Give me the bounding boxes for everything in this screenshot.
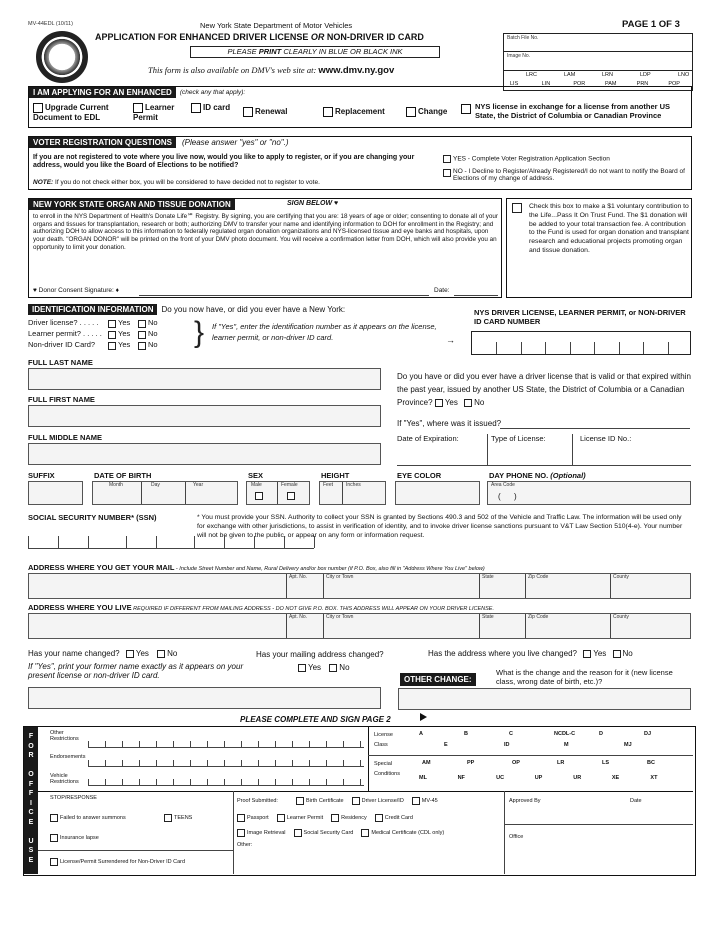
print-instruction-b: PRINT: [258, 47, 282, 56]
office-code: LRC: [526, 72, 538, 78]
dob-label: DATE OF BIRTH: [94, 471, 152, 480]
license-class-code: B: [464, 731, 468, 737]
stop-response-label: STOP/RESPONSE: [50, 795, 97, 801]
female-label: Female: [281, 482, 298, 488]
other-change-input[interactable]: [398, 688, 691, 710]
proof-option-label: Birth Certificate: [306, 797, 344, 804]
suffix-label: SUFFIX: [28, 471, 55, 480]
other-state-no-checkbox[interactable]: [464, 399, 472, 407]
live-label: ADDRESS WHERE YOU LIVE: [28, 603, 132, 612]
office-side-letter: U: [28, 837, 34, 845]
option-change[interactable]: [406, 107, 447, 117]
learner-no-label: No: [148, 329, 158, 339]
office-stamp-box: [503, 33, 693, 91]
mail-city-label: City or Town: [326, 574, 354, 580]
special-conditions-row1: [422, 760, 692, 769]
area-code-label: Area Code: [491, 482, 515, 488]
id-item-nondriver: [28, 340, 198, 351]
office-side-letter: F: [28, 780, 34, 788]
divider: [368, 727, 369, 791]
proof-option[interactable]: [294, 829, 354, 837]
office-code: PAM: [605, 81, 617, 87]
other-restrictions-label: Other Restrictions: [50, 730, 79, 743]
office-side-letter: I: [30, 799, 32, 807]
special-condition-code: AM: [422, 760, 431, 766]
eye-color-label: EYE COLOR: [397, 471, 442, 480]
proof-option[interactable]: [296, 797, 344, 805]
height-label: HEIGHT: [321, 471, 350, 480]
area-code-parens: ( ): [498, 492, 517, 501]
day-phone-input[interactable]: [487, 481, 691, 505]
organ-title: NEW YORK STATE ORGAN AND TISSUE DONATION: [29, 199, 235, 210]
proof-option[interactable]: [375, 814, 413, 822]
female-checkbox[interactable]: [287, 492, 295, 500]
endorsements-label: Endorsements: [50, 754, 86, 760]
agency-name: New York State Department of Motor Vehicles: [200, 21, 353, 30]
print-instruction: [190, 46, 440, 58]
height-input[interactable]: [319, 481, 386, 505]
nondriver-yes-checkbox[interactable]: [108, 342, 116, 350]
website-line: [148, 66, 394, 77]
first-name-input[interactable]: [28, 405, 381, 427]
divider: [504, 824, 693, 825]
nys-number-label: NYS DRIVER LICENSE, LEARNER PERMIT, or NON-DRIVER ID CARD NUMBER: [474, 308, 686, 326]
proof-option[interactable]: [331, 814, 367, 822]
live-changed-no-checkbox[interactable]: [613, 650, 621, 658]
option-learner[interactable]: [133, 103, 185, 122]
former-name-input[interactable]: [28, 687, 381, 709]
mail-state-label: State: [482, 574, 494, 580]
proof-option-label: Residency: [341, 814, 367, 821]
inches-label: Inches: [346, 482, 361, 488]
title-part-a: APPLICATION FOR ENHANCED DRIVER LICENSE: [95, 32, 311, 42]
license-class-code: ID: [504, 742, 510, 748]
option-renewal-label: Renewal: [255, 107, 288, 117]
live-changed-yes-checkbox[interactable]: [583, 650, 591, 658]
special-conditions-row2: [419, 775, 689, 784]
other-state-no-label: No: [474, 398, 485, 408]
voter-section: [28, 136, 692, 190]
organ-section: [28, 198, 502, 298]
id-item-learner: [28, 329, 198, 340]
mailing-changed-text: Has your mailing address changed?: [256, 650, 384, 659]
mailing-changed-question: [256, 649, 426, 675]
proof-option-label: Passport: [247, 814, 269, 821]
office-label: Office: [509, 834, 524, 840]
proof-option-label: Credit Card: [384, 814, 413, 821]
office-code: LAM: [564, 72, 576, 78]
proof-option[interactable]: [412, 797, 438, 805]
special-condition-code: XT: [650, 775, 658, 781]
proof-option[interactable]: [277, 814, 323, 822]
office-code: LNO: [678, 72, 690, 78]
office-side-letter: E: [28, 818, 34, 826]
print-instruction-a: PLEASE: [227, 47, 259, 56]
special-condition-code: UC: [496, 775, 505, 781]
name-changed-yes-checkbox[interactable]: [126, 650, 134, 658]
where-issued-line[interactable]: [500, 428, 690, 429]
driver-yes-label: Yes: [118, 318, 131, 328]
office-code: LIN: [541, 81, 551, 87]
divider: [572, 434, 573, 465]
voter-note: [33, 179, 453, 186]
other-change-question: What is the change and the reason for it (new license class, wrong date of birth, etc.)?: [496, 668, 673, 686]
live-changed-question: [428, 649, 633, 658]
live-state-label: State: [482, 614, 494, 620]
license-class-row2: [444, 742, 684, 751]
voter-yes-label: YES - Complete Voter Registration Application Section: [453, 155, 610, 163]
male-label: Male: [251, 482, 262, 488]
live-header: [28, 604, 494, 613]
proof-option-label: MV-45: [421, 797, 438, 804]
voter-yes-option[interactable]: [443, 155, 691, 163]
office-side-letter: R: [28, 752, 34, 759]
voter-note-text: If you do not check either box, you will be considered to have decided not to register to vote.: [53, 179, 320, 186]
nondriver-yes-label: Yes: [118, 340, 131, 350]
continue-instruction: PLEASE COMPLETE AND SIGN PAGE 2: [240, 715, 391, 724]
image-no-label: Image No.: [507, 53, 531, 59]
special-condition-code: NF: [457, 775, 465, 781]
id-item-nondriver-label: Non-driver ID Card?: [28, 340, 96, 350]
option-id-card[interactable]: [191, 103, 237, 113]
special-condition-code: XE: [611, 775, 620, 781]
live-changed-no-label: No: [622, 649, 633, 658]
license-class-code: D: [599, 731, 603, 737]
office-code: POP: [668, 81, 680, 87]
where-issued-label: If "Yes", where was it issued?: [397, 419, 502, 428]
proof-option[interactable]: [237, 814, 269, 822]
name-changed-no-label: No: [167, 649, 178, 658]
voter-no-option[interactable]: [443, 168, 691, 183]
dob-day-label: Day: [151, 482, 160, 488]
eye-color-input[interactable]: [395, 481, 480, 505]
id-item-driver-label: Driver license? . . . . .: [28, 318, 99, 328]
mail-address-input[interactable]: [28, 573, 691, 599]
website-text: This form is also available on DMV's web site at:: [148, 65, 319, 75]
proof-option[interactable]: [237, 829, 286, 837]
license-class-code: A: [419, 731, 423, 737]
special-condition-code: OP: [512, 760, 520, 766]
license-class-row1: [419, 731, 689, 740]
organ-sign-below: SIGN BELOW ♥: [287, 200, 339, 207]
id-item-learner-label: Learner permit? . . . . .: [28, 329, 102, 339]
fund-checkbox[interactable]: [512, 203, 522, 213]
fund-section: [506, 198, 692, 298]
mailing-changed-no-label: No: [339, 662, 350, 672]
insurance-lapse-label: Insurance lapse: [60, 834, 99, 841]
surrendered-option[interactable]: [50, 858, 185, 866]
office-code: LRN: [602, 72, 614, 78]
failed-summons-option[interactable]: [50, 814, 126, 822]
driver-no-label: No: [148, 318, 158, 328]
office-side-letter: E: [28, 856, 34, 864]
dob-year-label: Year: [193, 482, 204, 488]
mail-label: ADDRESS WHERE YOU GET YOUR MAIL: [28, 563, 175, 572]
learner-yes-checkbox[interactable]: [108, 331, 116, 339]
day-phone-optional: (Optional): [548, 471, 586, 480]
code-row-top: [504, 72, 694, 81]
license-class-code: DJ: [644, 731, 652, 737]
proof-other-label: Other:: [237, 842, 253, 848]
option-upgrade[interactable]: [33, 103, 128, 122]
nondriver-no-label: No: [148, 340, 158, 350]
arrow-right-icon: [420, 713, 427, 721]
office-side-letter: C: [28, 809, 34, 816]
other-state-text: Do you have or did you ever have a driver license that is valid or that expired within the past year, issued by another US State, the District of Columbia or a Canadian Province?: [397, 372, 691, 408]
proof-option-label: Medical Certificate (CDL only): [371, 829, 445, 836]
live-city-label: City or Town: [326, 614, 354, 620]
divider: [487, 434, 488, 465]
option-learner-label: Learner Permit: [133, 103, 175, 122]
live-zip-label: Zip Code: [528, 614, 549, 620]
expiration-label: Date of Expiration:: [397, 434, 459, 443]
name-changed-no-checkbox[interactable]: [157, 650, 165, 658]
ssn-notice: * You must provide your SSN. Authority to collect your SSN is granted by Sections 490.3 and 502 of the Vehicle and Traffic Law. The information will be used only for exchange with other jurisdictions, to assist in verification of identity, and to invoke driver license sanctions pursuant to V&T Law Section 510(4-e). Your number will not be given to the public, or appear on any form or information request.: [197, 514, 683, 539]
special-condition-code: UR: [573, 775, 582, 781]
mailing-changed-yes-checkbox[interactable]: [298, 664, 306, 672]
vehicle-restrictions-label: Vehicle Restrictions: [50, 773, 79, 786]
website-link[interactable]: www.dmv.ny.gov: [318, 65, 395, 76]
live-hint: REQUIRED IF DIFFERENT FROM MAILING ADDRESS - DO NOT GIVE P.O. BOX. THIS ADDRESS WILL APPEAR ON YOUR DRIVER LICENSE.: [131, 606, 494, 612]
option-upgrade-label: Upgrade Current Document to EDL: [33, 103, 109, 122]
voter-note-label: NOTE:: [33, 179, 54, 186]
name-changed-question: [28, 649, 177, 658]
special-condition-code: UP: [534, 775, 543, 781]
former-name-label: If "Yes", print your former name exactly as it appears on your present license or non-driver ID card.: [28, 662, 244, 681]
office-side-letter: [24, 827, 38, 837]
nys-number-field[interactable]: [471, 331, 691, 355]
divider: [504, 791, 505, 874]
office-side-letter: O: [28, 742, 34, 750]
office-code: PRN: [636, 81, 649, 87]
office-side-letter: S: [28, 847, 34, 854]
proof-option-label: Social Security Card: [303, 829, 354, 836]
learner-yes-label: Yes: [118, 329, 131, 339]
approved-by-label: Approved By: [509, 798, 541, 804]
live-apt-label: Apt. No.: [289, 614, 308, 620]
id-item-driver: [28, 318, 198, 329]
proof-option[interactable]: [361, 829, 444, 837]
batch-file-label: Batch File No.: [507, 35, 539, 41]
title-part-b: OR: [310, 32, 325, 42]
license-class-code: C: [509, 731, 513, 737]
nondriver-no-checkbox[interactable]: [138, 342, 146, 350]
insurance-lapse-option[interactable]: [50, 834, 99, 842]
license-class-code: E: [444, 742, 448, 748]
form-title: [95, 32, 424, 42]
donor-signature-label: ♥ Donor Consent Signature: ♦: [33, 287, 119, 294]
license-type-label: Type of License:: [491, 434, 546, 443]
mail-header: [28, 564, 485, 573]
office-side-letter: [24, 761, 38, 771]
live-changed-text: Has the address where you live changed?: [428, 649, 577, 658]
arrow-right-icon: →: [446, 335, 455, 345]
license-class-label: License Class: [374, 732, 393, 748]
office-use-section: [23, 726, 696, 876]
print-instruction-c: CLEARLY IN BLUE OR BLACK INK: [281, 47, 403, 56]
office-side-letter: F: [28, 790, 34, 797]
divider: [38, 791, 693, 792]
applying-title: I AM APPLYING FOR AN ENHANCED: [29, 87, 176, 98]
live-county-label: County: [613, 614, 629, 620]
applying-section: [28, 86, 692, 128]
mail-zip-label: Zip Code: [528, 574, 549, 580]
driver-no-checkbox[interactable]: [138, 320, 146, 328]
special-condition-code: ML: [419, 775, 427, 781]
suffix-input[interactable]: [28, 481, 83, 505]
office-code: POR: [573, 81, 586, 87]
mail-apt-label: Apt. No.: [289, 574, 308, 580]
ssn-label: SOCIAL SECURITY NUMBER* (SSN): [28, 513, 157, 522]
day-phone-label: [489, 472, 586, 481]
approval-date-label: Date: [630, 798, 642, 804]
office-code: LDP: [640, 72, 651, 78]
donor-date-line[interactable]: [454, 295, 498, 296]
donor-date-label: Date:: [434, 287, 450, 294]
teens-option[interactable]: [164, 814, 192, 822]
license-class-code: MJ: [624, 742, 632, 748]
applying-hint: (check any that apply):: [179, 88, 246, 96]
sex-field: [246, 481, 310, 505]
voter-title: VOTER REGISTRATION QUESTIONS: [29, 137, 176, 148]
special-condition-code: LS: [602, 760, 610, 766]
proof-option[interactable]: [352, 797, 404, 805]
fund-text: Check this box to make a $1 voluntary contribution to the Life...Pass It On Trust Fund. The $1 donation will be added to your total transaction fee. A contribution to the Fund is used for organ donation and transplant research and educational projects promoting organ and tissue donation.: [529, 203, 689, 255]
id-items: [28, 318, 198, 351]
option-replacement[interactable]: [323, 107, 385, 117]
male-checkbox[interactable]: [255, 492, 263, 500]
option-id-card-label: ID card: [203, 103, 231, 113]
proof-submitted-label: Proof Submitted:: [237, 798, 278, 804]
last-name-label: FULL LAST NAME: [28, 358, 93, 367]
divider: [233, 791, 234, 874]
day-phone-text: DAY PHONE NO.: [489, 471, 549, 480]
driver-yes-checkbox[interactable]: [108, 320, 116, 328]
option-renewal[interactable]: [243, 107, 287, 117]
proofs-row1: [296, 797, 446, 805]
feet-label: Feet: [323, 482, 334, 488]
office-code: LIS: [510, 81, 519, 87]
ssn-input[interactable]: [28, 524, 318, 550]
office-use-side-label: [24, 727, 38, 874]
mailing-changed-yes-label: Yes: [308, 662, 322, 672]
donor-signature-line[interactable]: [139, 295, 429, 296]
teens-label: TEENS: [174, 814, 193, 821]
proof-option-label: Driver License/ID: [361, 797, 404, 804]
mail-hint: - Include Street Number and Name, Rural Delivery and/or box number (if P.O. Box, also fill in "Address Where You Live" below): [174, 566, 485, 572]
sex-label: SEX: [248, 471, 264, 480]
live-address-input[interactable]: [28, 613, 691, 639]
other-state-yes-label: Yes: [444, 398, 458, 408]
option-exchange-label: NYS license in exchange for a license from another US State, the District of Columbia or Canadian Province: [475, 102, 671, 120]
id-header: [28, 304, 345, 315]
form-code: MV-44EDL (10/11): [28, 21, 73, 27]
surrendered-label: License/Permit Surrendered for Non-Driver ID Card: [60, 858, 186, 865]
name-changed-yes-label: Yes: [135, 649, 149, 658]
id-title: IDENTIFICATION INFORMATION: [28, 304, 157, 315]
other-state-yes-checkbox[interactable]: [435, 399, 443, 407]
mail-county-label: County: [613, 574, 629, 580]
other-change-title: OTHER CHANGE:: [400, 673, 476, 686]
other-license-fields: [397, 434, 691, 466]
voter-no-label: NO - I Decline to Register/Already Registered/I do not want to notify the Board of Elections of my change of address.: [453, 168, 685, 183]
special-conditions-label: Special Conditions: [374, 761, 400, 777]
nys-seal-logo: [36, 31, 88, 83]
restriction-ticks: [88, 727, 364, 791]
mailing-changed-no-checkbox[interactable]: [329, 664, 337, 672]
id-if-yes: If "Yes", enter the identification number as it appears on the license, learner permit, or non-driver ID card.: [212, 322, 437, 342]
proofs-row2: [237, 814, 421, 822]
option-change-label: Change: [418, 107, 448, 117]
dob-input[interactable]: [92, 481, 238, 505]
option-replacement-label: Replacement: [335, 107, 385, 117]
last-name-input[interactable]: [28, 368, 381, 390]
proof-option-label: Image Retrieval: [247, 829, 286, 836]
divider: [368, 755, 693, 756]
other-state-question: [397, 370, 691, 410]
voter-hint: (Please answer "yes" or "no".): [181, 137, 289, 147]
id-question: Do you now have, or did you ever have a New York:: [161, 304, 346, 314]
special-condition-code: PP: [467, 760, 475, 766]
proofs-row3: [237, 829, 452, 837]
dob-month-label: Month: [109, 482, 123, 488]
license-class-code: M: [564, 742, 569, 748]
first-name-label: FULL FIRST NAME: [28, 395, 95, 404]
organ-text: to enroll in the NYS Department of Health's Donate Life℠ Registry. By signing, you are certifying that you are: 18 years of age or older; consenting to donate all of your organs and tissues for transplantation, research or both; authorizing DMV to transfer your name and identifying information to DOH for enrollment in the Registry; and authorizing DOH to allow access to this information to federally regulated organ donation organizations and NYS-licensed tissue and eye banks and hospitals, upon your death. "ORGAN DONOR" will be printed on the front of your DMV photo document. You will receive a confirmation letter from DOH, which will also provide you an opportunity to limit your donation.: [33, 213, 498, 251]
middle-name-input[interactable]: [28, 443, 381, 465]
office-side-letter: O: [28, 771, 34, 778]
title-part-c: NON-DRIVER ID CARD: [324, 32, 424, 42]
learner-no-checkbox[interactable]: [138, 331, 146, 339]
live-changed-yes-label: Yes: [593, 649, 607, 658]
proof-option-label: Learner Permit: [286, 814, 324, 821]
special-condition-code: LR: [557, 760, 565, 766]
divider: [38, 850, 233, 851]
office-side-letter: F: [28, 733, 34, 740]
license-id-label: License ID No.:: [580, 434, 632, 443]
license-class-code: NCDL-C: [554, 731, 576, 737]
name-changed-text: Has your name changed?: [28, 649, 120, 658]
option-exchange[interactable]: [461, 102, 689, 120]
middle-name-label: FULL MIDDLE NAME: [28, 433, 103, 442]
brace-icon: }: [194, 316, 205, 349]
failed-summons-label: Failed to answer summons: [60, 814, 126, 821]
page-number: PAGE 1 OF 3: [622, 19, 680, 30]
voter-question: If you are not registered to vote where you live now, would you like to apply to register, or if you are changing your address, would you like the Board of Elections to be notified?: [33, 154, 415, 170]
special-condition-code: BC: [647, 760, 655, 766]
